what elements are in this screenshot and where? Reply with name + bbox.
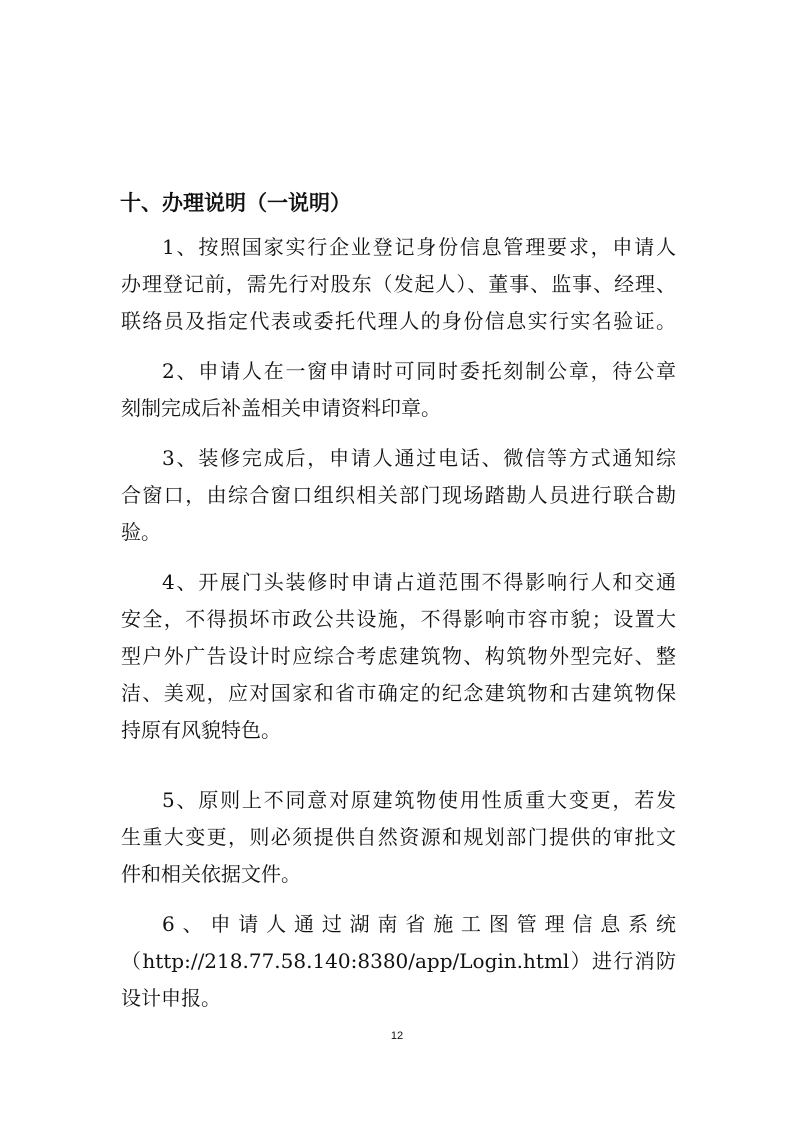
paragraph-line: （http://218.77.58.140:8380/app/Login.html）进行消防 <box>121 949 676 973</box>
paragraph-line: 联络员及指定代表或委托代理人的身份信息实行实名验证。 <box>121 309 676 333</box>
instruction-item-3 <box>121 440 676 551</box>
paragraph-line: 洁、美观，应对国家和省市确定的纪念建筑物和古建筑物保 <box>121 681 676 705</box>
paragraph-line: 6、申请人通过湖南省施工图管理信息系统 <box>162 912 676 936</box>
instruction-item-6 <box>121 906 676 1017</box>
paragraph-line: 1、按照国家实行企业登记身份信息管理要求，申请人 <box>162 235 676 259</box>
paragraph-line: 型户外广告设计时应综合考虑建筑物、构筑物外型完好、整 <box>121 644 676 668</box>
paragraph-line: 合窗口，由综合窗口组织相关部门现场踏勘人员进行联合勘 <box>121 483 676 507</box>
instruction-item-5 <box>121 782 676 893</box>
paragraph-line: 设计申报。 <box>121 986 221 1010</box>
paragraph-line: 生重大变更，则必须提供自然资源和规划部门提供的审批文 <box>121 825 676 849</box>
paragraph-line: 2、申请人在一窗申请时可同时委托刻制公章，待公章 <box>162 359 676 383</box>
paragraph-line: 件和相关依据文件。 <box>121 862 301 886</box>
paragraph-line: 办理登记前，需先行对股东（发起人）、董事、监事、经理、 <box>121 272 676 296</box>
paragraph-line: 安全，不得损坏市政公共设施，不得影响市容市貌；设置大 <box>121 607 676 631</box>
paragraph-line: 验。 <box>121 520 161 544</box>
section-heading: 十、办理说明（一说明） <box>120 191 351 215</box>
page-number: 12 <box>390 1030 404 1042</box>
paragraph-line: 持原有风貌特色。 <box>121 718 281 742</box>
instruction-item-2 <box>121 353 676 427</box>
paragraph-line: 5、原则上不同意对原建筑物使用性质重大变更，若发 <box>162 788 676 812</box>
paragraph-line: 3、装修完成后，申请人通过电话、微信等方式通知综 <box>162 446 676 470</box>
paragraph-line: 4、开展门头装修时申请占道范围不得影响行人和交通 <box>162 570 676 594</box>
instruction-item-1 <box>121 229 676 340</box>
paragraph-line: 刻制完成后补盖相关申请资料印章。 <box>121 396 441 420</box>
instruction-item-4 <box>121 564 676 749</box>
